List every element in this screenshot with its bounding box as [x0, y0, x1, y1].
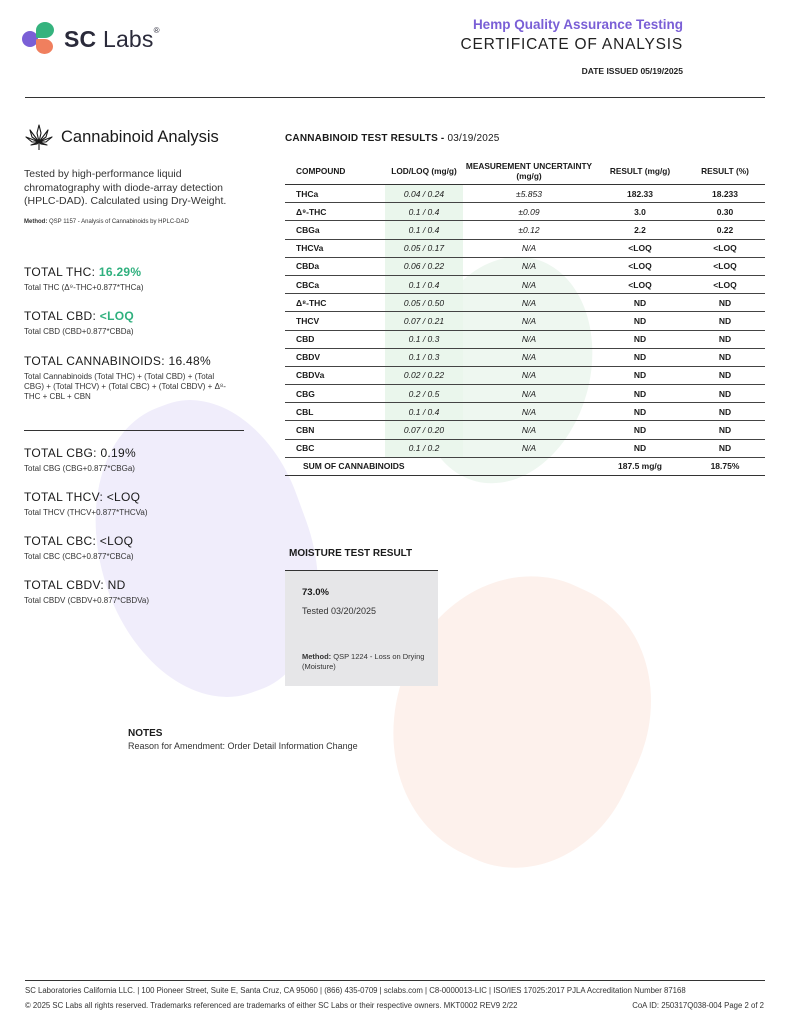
cell-compound: CBGa — [285, 221, 385, 239]
cell-compound: CBDVa — [285, 366, 385, 384]
sum-pct: 18.75% — [685, 457, 765, 475]
moisture-title: MOISTURE TEST RESULT — [289, 548, 413, 559]
col-result-mg: RESULT (mg/g) — [595, 157, 685, 185]
cell-uncertainty: ±0.09 — [463, 203, 595, 221]
col-uncertainty: MEASUREMENT UNCERTAINTY (mg/g) — [463, 157, 595, 185]
cell-lod-loq: 0.07 / 0.21 — [385, 312, 463, 330]
cell-result-mg: ND — [595, 294, 685, 312]
cell-compound: CBG — [285, 385, 385, 403]
cell-lod-loq: 0.1 / 0.2 — [385, 439, 463, 457]
cell-result-pct: ND — [685, 403, 765, 421]
cell-result-pct: <LOQ — [685, 257, 765, 275]
cell-result-mg: 3.0 — [595, 203, 685, 221]
cell-result-mg: ND — [595, 403, 685, 421]
table-row — [285, 239, 765, 257]
cell-compound: CBDV — [285, 348, 385, 366]
cell-uncertainty: ±0.12 — [463, 221, 595, 239]
cell-result-mg: ND — [595, 330, 685, 348]
col-compound: COMPOUND — [285, 157, 385, 185]
table-row — [285, 439, 765, 457]
cell-compound: CBD — [285, 330, 385, 348]
total-thcv: TOTAL THCV: <LOQ Total THCV (THCV+0.877*THCVa) — [24, 490, 148, 517]
section-title: Cannabinoid Analysis — [61, 127, 219, 146]
cell-compound: Δ⁹-THC — [285, 203, 385, 221]
total-cbc: TOTAL CBC: <LOQ Total CBC (CBC+0.877*CBCa) — [24, 534, 134, 561]
footer-coa-id: CoA ID: 250317Q038-004 Page 2 of 2 — [632, 1001, 764, 1010]
cell-compound: THCa — [285, 185, 385, 203]
table-row — [285, 403, 765, 421]
cell-uncertainty: N/A — [463, 239, 595, 257]
cell-lod-loq: 0.1 / 0.4 — [385, 275, 463, 293]
cell-lod-loq: 0.2 / 0.5 — [385, 385, 463, 403]
cell-uncertainty: N/A — [463, 348, 595, 366]
cell-lod-loq: 0.07 / 0.20 — [385, 421, 463, 439]
col-lod-loq: LOD/LOQ (mg/g) — [385, 157, 463, 185]
table-row — [285, 221, 765, 239]
cell-result-pct: <LOQ — [685, 239, 765, 257]
table-header-row — [285, 157, 765, 185]
cell-lod-loq: 0.1 / 0.4 — [385, 403, 463, 421]
table-row — [285, 421, 765, 439]
cell-lod-loq: 0.05 / 0.50 — [385, 294, 463, 312]
cell-result-pct: ND — [685, 294, 765, 312]
cell-lod-loq: 0.1 / 0.3 — [385, 348, 463, 366]
cell-compound: CBC — [285, 439, 385, 457]
analysis-method: Method: QSP 1157 - Analysis of Cannabinoids by HPLC-DAD — [24, 218, 189, 225]
cell-lod-loq: 0.05 / 0.17 — [385, 239, 463, 257]
date-issued: DATE ISSUED 05/19/2025 — [581, 66, 683, 76]
cell-result-pct: ND — [685, 385, 765, 403]
sum-row — [285, 457, 765, 475]
cell-uncertainty: N/A — [463, 312, 595, 330]
cell-result-mg: ND — [595, 439, 685, 457]
cell-result-pct: 0.30 — [685, 203, 765, 221]
total-cbg: TOTAL CBG: 0.19% Total CBG (CBG+0.877*CBGa) — [24, 446, 136, 473]
table-row — [285, 294, 765, 312]
table-row — [285, 366, 765, 384]
cell-compound: CBCa — [285, 275, 385, 293]
cell-result-pct: 0.22 — [685, 221, 765, 239]
cell-uncertainty: N/A — [463, 403, 595, 421]
cell-result-pct: ND — [685, 439, 765, 457]
table-row — [285, 185, 765, 203]
moisture-value: 73.0% — [302, 587, 329, 598]
cell-compound: CBL — [285, 403, 385, 421]
table-row — [285, 312, 765, 330]
cell-result-mg: 182.33 — [595, 185, 685, 203]
cell-result-pct: <LOQ — [685, 275, 765, 293]
notes-section — [128, 728, 358, 751]
cell-uncertainty: N/A — [463, 385, 595, 403]
cell-compound: THCV — [285, 312, 385, 330]
cell-result-mg: 2.2 — [595, 221, 685, 239]
cell-lod-loq: 0.1 / 0.3 — [385, 330, 463, 348]
cell-compound: CBDa — [285, 257, 385, 275]
cell-lod-loq: 0.06 / 0.22 — [385, 257, 463, 275]
cell-result-mg: <LOQ — [595, 275, 685, 293]
sum-mg: 187.5 mg/g — [595, 457, 685, 475]
cell-uncertainty: N/A — [463, 421, 595, 439]
total-cbdv: TOTAL CBDV: ND Total CBDV (CBDV+0.877*CBDVa) — [24, 578, 150, 605]
table-row — [285, 257, 765, 275]
cell-result-mg: ND — [595, 312, 685, 330]
header-subtitle: Hemp Quality Assurance Testing — [472, 17, 683, 32]
cell-result-mg: ND — [595, 366, 685, 384]
cell-uncertainty: ±5.853 — [463, 185, 595, 203]
sum-label: SUM OF CANNABINOIDS — [285, 457, 595, 475]
footer-copyright: © 2025 SC Labs all rights reserved. Trademarks referenced are trademarks of either SC Labs or their respective owners. MKT0002 REV9 2/22 — [25, 1001, 518, 1010]
moisture-tested-date: Tested 03/20/2025 — [302, 606, 377, 616]
cell-result-pct: ND — [685, 366, 765, 384]
notes-text: Reason for Amendment: Order Detail Information Change — [128, 741, 358, 751]
total-cbd: TOTAL CBD: <LOQ Total CBD (CBD+0.877*CBDa) — [24, 309, 134, 336]
cell-result-pct: ND — [685, 312, 765, 330]
moisture-result-box — [285, 570, 438, 686]
notes-title: NOTES — [128, 728, 163, 739]
footer-address: SC Laboratories California LLC. | 100 Pioneer Street, Suite E, Santa Cruz, CA 95060 | (866) 435-0709 | sclabs.com | C8-0000013-LIC | ISO/IES 17025:2017 PJLA Accreditation Number 87168 — [25, 986, 686, 995]
document-title: CERTIFICATE OF ANALYSIS — [460, 36, 683, 53]
total-cannabinoids: TOTAL CANNABINOIDS: 16.48% Total Cannabinoids (Total THC) + (Total CBD) + (Total CBG) + (Total THCV) + (Total CBC) + (Total CBDV) + Δ⁸-THC + CBL + CBN — [24, 354, 226, 401]
cell-compound: THCVa — [285, 239, 385, 257]
cannabinoid-analysis-section — [24, 122, 244, 225]
col-result-pct: RESULT (%) — [685, 157, 765, 185]
cell-compound: CBN — [285, 421, 385, 439]
cell-lod-loq: 0.02 / 0.22 — [385, 366, 463, 384]
cell-lod-loq: 0.1 / 0.4 — [385, 203, 463, 221]
logo-wordmark: SC Labs® — [64, 25, 160, 52]
cannabis-leaf-icon — [24, 122, 54, 152]
table-row — [285, 385, 765, 403]
sc-labs-logo — [22, 22, 160, 56]
cell-uncertainty: N/A — [463, 366, 595, 384]
moisture-method: Method: QSP 1224 - Loss on Drying (Moisture) — [302, 652, 425, 671]
cell-uncertainty: N/A — [463, 439, 595, 457]
cannabinoid-results-table — [285, 157, 765, 476]
cell-result-mg: ND — [595, 385, 685, 403]
cell-result-mg: <LOQ — [595, 239, 685, 257]
cell-result-mg: <LOQ — [595, 257, 685, 275]
header-block — [460, 17, 683, 76]
table-row — [285, 203, 765, 221]
cell-result-pct: ND — [685, 348, 765, 366]
table-row — [285, 275, 765, 293]
cell-result-pct: ND — [685, 330, 765, 348]
cell-compound: Δ⁸-THC — [285, 294, 385, 312]
cell-uncertainty: N/A — [463, 330, 595, 348]
cell-lod-loq: 0.04 / 0.24 — [385, 185, 463, 203]
cell-result-pct: 18.233 — [685, 185, 765, 203]
total-thc: TOTAL THC: 16.29% Total THC (Δ⁹-THC+0.877*THCa) — [24, 265, 144, 292]
header-divider — [25, 97, 765, 98]
logo-mark-icon — [22, 22, 58, 56]
cell-result-pct: ND — [685, 421, 765, 439]
totals-divider — [24, 430, 244, 431]
results-title: CANNABINOID TEST RESULTS - 03/19/2025 — [285, 133, 500, 144]
cell-result-mg: ND — [595, 348, 685, 366]
table-row — [285, 330, 765, 348]
cell-uncertainty: N/A — [463, 275, 595, 293]
cell-lod-loq: 0.1 / 0.4 — [385, 221, 463, 239]
footer-divider — [25, 980, 765, 981]
cell-result-mg: ND — [595, 421, 685, 439]
cell-uncertainty: N/A — [463, 294, 595, 312]
table-row — [285, 348, 765, 366]
cell-uncertainty: N/A — [463, 257, 595, 275]
analysis-description: Tested by high-performance liquid chromatography with diode-array detection (HPLC-DAD). Calculated using Dry-Weight. — [24, 168, 227, 207]
